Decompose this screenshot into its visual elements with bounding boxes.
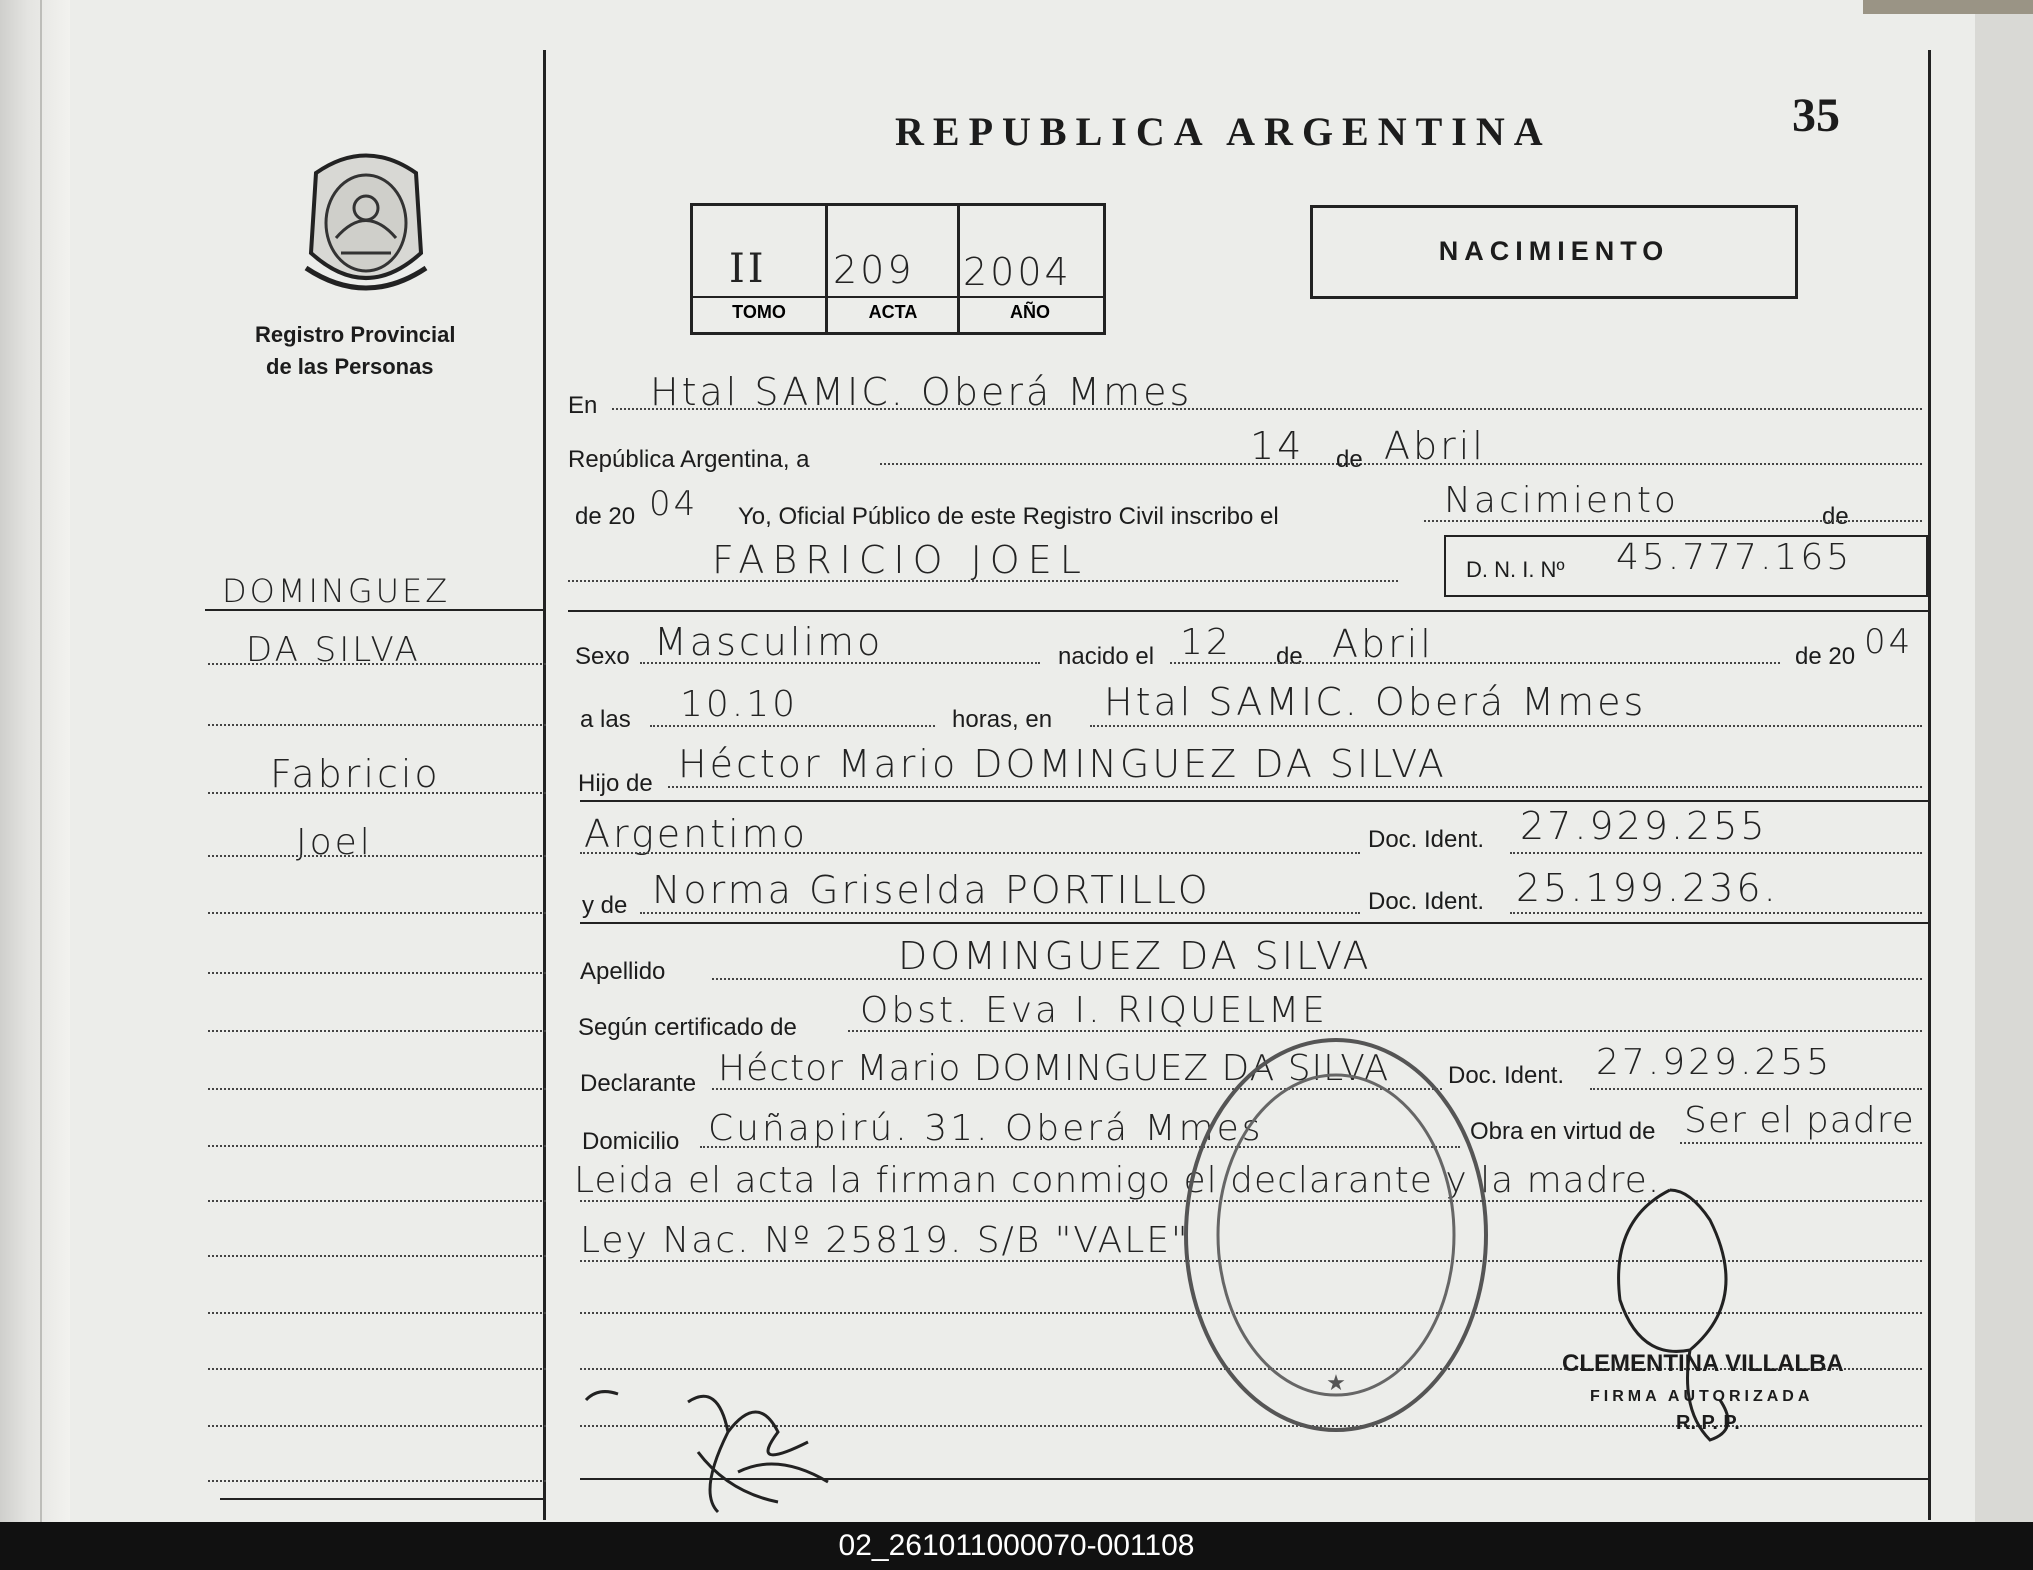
yo-line — [1424, 520, 1922, 522]
margin-line — [208, 1368, 546, 1370]
birth-time: 10.10 — [680, 684, 799, 725]
year-prefix-label: de 20 — [575, 503, 636, 530]
mother-name: Norma Griselda PORTILLO — [652, 868, 1211, 912]
registration-day: 14 — [1250, 424, 1305, 468]
birth-year-prefix: de 20 — [1795, 643, 1856, 670]
declarant-signature — [578, 1372, 878, 1522]
registry-name-line2: de las Personas — [266, 354, 434, 379]
tomo-value: II — [729, 246, 767, 292]
margin-line — [208, 1145, 546, 1147]
yde-label: y de — [582, 892, 628, 919]
record-type-box — [1310, 205, 1798, 299]
declarante-doc-label: Doc. Ident. — [1448, 1062, 1565, 1089]
margin-surname-1: DOMINGUEZ — [222, 572, 451, 610]
margin-line — [208, 1425, 546, 1427]
place-line — [1090, 725, 1922, 727]
horas-label: horas, en — [952, 706, 1053, 733]
birth-year: 04 — [1864, 622, 1914, 662]
margin-line — [208, 912, 546, 914]
alas-label: a las — [580, 706, 631, 733]
inscription-type: Nacimiento — [1444, 480, 1679, 521]
father-doc-line — [1510, 852, 1922, 854]
svg-text:★: ★ — [1326, 1371, 1346, 1396]
name-line — [568, 580, 1398, 582]
margin-line — [208, 1312, 546, 1314]
father-line — [668, 786, 1922, 788]
father-doc-label: Doc. Ident. — [1368, 826, 1485, 853]
section-rule-1 — [568, 610, 1928, 612]
margin-line — [208, 724, 546, 726]
record-type-label: NACIMIENTO — [1438, 236, 1670, 266]
margin-line — [208, 1200, 546, 1202]
child-name: FABRICIO JOEL — [712, 538, 1089, 582]
mother-doc-label: Doc. Ident. — [1368, 888, 1485, 915]
official-stamp — [1176, 1030, 1496, 1440]
father-nationality: Argentimo — [584, 812, 808, 856]
note-line-1: Leida el acta la firman conmigo el declarante y la madre. — [574, 1160, 1661, 1201]
margin-line — [208, 1255, 546, 1257]
de-label: de — [1336, 446, 1363, 473]
de-label-3: de — [1276, 643, 1303, 670]
registration-year: 04 — [649, 484, 699, 524]
mother-doc-line — [1510, 912, 1922, 914]
margin-rule-bottom — [220, 1498, 543, 1500]
obra-label: Obra en virtud de — [1470, 1118, 1656, 1145]
apellido-line — [712, 978, 1922, 980]
official-role: FIRMA AUTORIZADA — [1590, 1388, 1814, 1405]
tomo-label: TOMO — [732, 302, 786, 322]
sexo-line — [640, 662, 1040, 664]
declarante-doc: 27.929.255 — [1596, 1042, 1833, 1083]
birth-date-line — [1170, 662, 1780, 664]
hijo-label: Hijo de — [578, 770, 653, 797]
mother-line — [640, 912, 1360, 914]
registry-name-line1: Registro Provincial — [255, 322, 456, 347]
declarante-label: Declarante — [580, 1070, 697, 1097]
ano-value: 2004 — [963, 250, 1072, 294]
margin-line — [208, 792, 546, 794]
apellido-value: DOMINGUEZ DA SILVA — [898, 934, 1372, 978]
declarante-value: Héctor Mario DOMINGUEZ DA SILVA — [718, 1048, 1390, 1089]
official-name: CLEMENTINA VILLALBA — [1562, 1350, 1844, 1377]
birth-place: Htal SAMIC. Oberá Mmes — [1104, 680, 1647, 724]
birth-day: 12 — [1180, 622, 1232, 663]
republica-label: República Argentina, a — [568, 446, 810, 473]
margin-name-1: Fabricio — [270, 752, 441, 796]
domicilio-label: Domicilio — [582, 1128, 680, 1155]
margin-line — [208, 1088, 546, 1090]
cover-edge — [1863, 0, 2033, 14]
nationality-line — [580, 852, 1360, 854]
domicilio-value: Cuñapirú. 31. Oberá Mmes — [708, 1108, 1264, 1149]
apellido-label: Apellido — [580, 958, 666, 985]
margin-line — [208, 972, 546, 974]
nacido-label: nacido el — [1058, 643, 1155, 670]
dni-label: D. N. I. Nº — [1466, 557, 1565, 582]
page-number: 35 — [1792, 89, 1840, 142]
declarante-doc-line — [1590, 1088, 1922, 1090]
de-label-2: de — [1822, 503, 1849, 530]
record-number-box — [690, 203, 1106, 335]
ano-label: AÑO — [1010, 302, 1050, 322]
obra-line — [1680, 1142, 1922, 1144]
oficial-statement: Yo, Oficial Público de este Registro Civil inscribo el — [738, 503, 1279, 530]
acta-value: 209 — [833, 248, 915, 292]
father-name: Héctor Mario DOMINGUEZ DA SILVA — [678, 742, 1447, 786]
form-left-border — [543, 50, 546, 1520]
sexo-value: Masculimo — [654, 620, 884, 664]
acta-label: ACTA — [868, 302, 918, 322]
margin-name-2: Joel — [296, 822, 373, 863]
spine-fold — [40, 0, 42, 1522]
en-label: En — [568, 392, 598, 419]
note-line-2: Ley Nac. Nº 25819. S/B "VALE" — [580, 1220, 1190, 1261]
margin-surname-2: DA SILVA — [246, 630, 421, 670]
section-rule-3 — [580, 922, 1928, 924]
father-doc: 27.929.255 — [1520, 804, 1768, 848]
obra-value: Ser el padre — [1684, 1100, 1915, 1141]
page-edge — [1975, 0, 2033, 1522]
section-rule-2 — [580, 800, 1928, 802]
margin-line — [208, 1480, 546, 1482]
margin-line — [208, 663, 546, 665]
en-value: Htal SAMIC. Oberá Mmes — [650, 370, 1193, 414]
margin-line — [208, 855, 546, 857]
birth-month: Abril — [1332, 622, 1434, 666]
segun-label: Según certificado de — [578, 1014, 797, 1041]
official-org: R. P. P. — [1676, 1412, 1740, 1434]
mother-doc: 25.199.236. — [1516, 866, 1779, 910]
margin-line — [208, 1030, 546, 1032]
book-spine — [0, 0, 70, 1522]
misiones-seal-icon — [296, 143, 436, 298]
time-line — [650, 725, 935, 727]
registration-month: Abril — [1384, 424, 1486, 468]
country-title: REPUBLICA ARGENTINA — [895, 109, 1552, 154]
form-right-border — [1928, 50, 1931, 1520]
sexo-label: Sexo — [575, 643, 630, 670]
dni-box — [1444, 535, 1928, 597]
segun-value: Obst. Eva I. RIQUELME — [860, 990, 1328, 1031]
footer-code: 02_261011000070-001108 — [838, 1529, 1195, 1562]
official-signature — [1600, 1180, 1760, 1450]
dni-value: 45.777.165 — [1616, 537, 1853, 578]
